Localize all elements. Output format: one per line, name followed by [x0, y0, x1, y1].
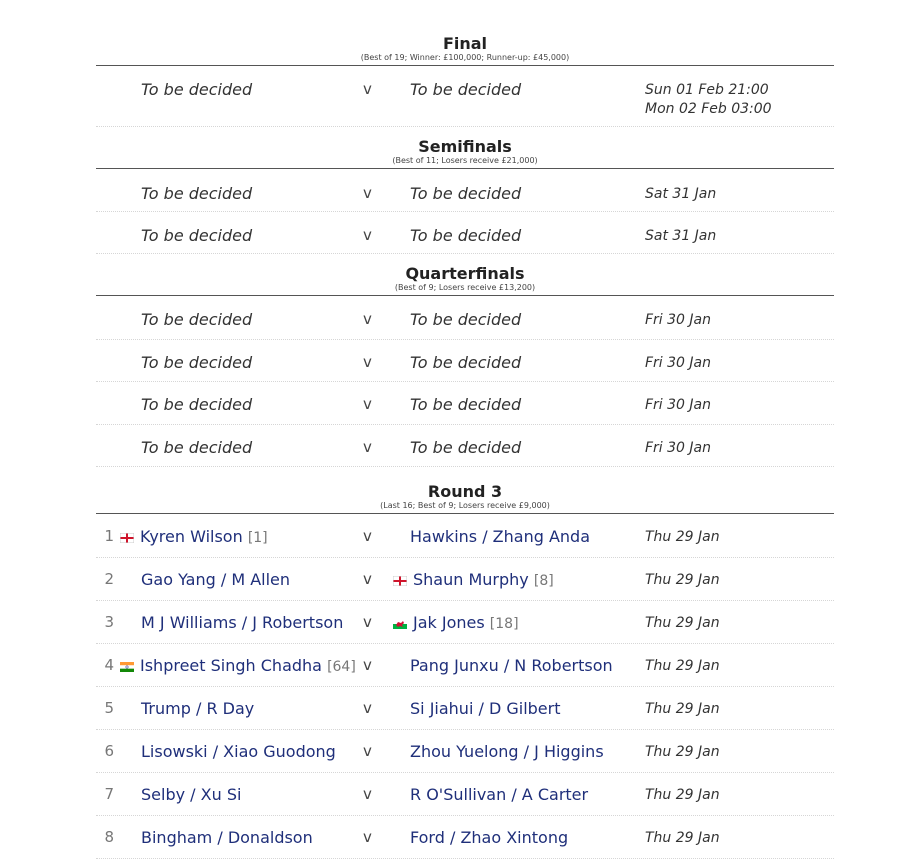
match-time: Thu 29 Jan [645, 744, 720, 760]
match-schedule [645, 571, 720, 590]
versus-label: v [363, 437, 372, 456]
player-2-name: To be decided [410, 184, 522, 203]
player-2-name[interactable]: Si Jiahui / D Gilbert [410, 699, 561, 718]
match-row[interactable] [96, 297, 834, 340]
player-2[interactable] [410, 656, 613, 675]
player-1[interactable] [141, 226, 252, 245]
match-number: 6 [104, 742, 114, 760]
player-1-name[interactable]: Lisowski / Xiao Guodong [141, 742, 336, 761]
player-1[interactable] [120, 656, 356, 675]
versus-label: v [363, 570, 372, 588]
versus-label: v [363, 828, 372, 846]
versus-label: v [363, 184, 372, 202]
match-time: Thu 29 Jan [645, 658, 720, 674]
match-time: Thu 29 Jan [645, 701, 720, 717]
section-header [96, 127, 834, 170]
player-1[interactable] [141, 80, 252, 99]
section-header [96, 254, 834, 297]
match-schedule [645, 81, 772, 119]
section-subtitle: (Best of 9; Losers receive £13,200) [394, 283, 536, 292]
versus-label: v [363, 226, 372, 244]
match-time: Thu 29 Jan [645, 529, 720, 545]
player-2[interactable] [410, 527, 590, 546]
versus-label: v [363, 742, 372, 760]
match-number: 4 [104, 656, 114, 674]
match-schedule [645, 786, 720, 805]
player-2-name[interactable]: Hawkins / Zhang Anda [410, 527, 591, 546]
england-flag-icon [120, 533, 134, 543]
player-2-seed: [18] [489, 616, 519, 632]
player-2-name[interactable]: Zhou Yuelong / J Higgins [410, 742, 604, 761]
player-2[interactable] [410, 438, 521, 457]
versus-label: v [363, 527, 372, 545]
player-2-name: To be decided [410, 80, 522, 99]
match-schedule [645, 439, 711, 458]
match-row[interactable] [96, 340, 834, 383]
player-1-seed: [1] [247, 530, 268, 546]
player-2-name[interactable]: Pang Junxu / N Robertson [410, 656, 613, 675]
section-divider [96, 168, 834, 169]
india-flag-icon [120, 662, 134, 672]
match-row[interactable] [96, 644, 834, 687]
match-schedule [645, 743, 720, 762]
match-row[interactable] [96, 730, 834, 773]
player-1-name: To be decided [141, 184, 253, 203]
player-1[interactable] [120, 527, 268, 546]
player-1-name: To be decided [141, 80, 253, 99]
player-1[interactable] [141, 310, 252, 329]
match-number: 1 [104, 527, 114, 545]
player-2[interactable] [410, 226, 521, 245]
player-2[interactable] [410, 353, 521, 372]
player-1-name[interactable]: Kyren Wilson [140, 527, 243, 546]
match-schedule [645, 829, 720, 848]
match-row[interactable] [96, 212, 834, 254]
match-number: 2 [104, 570, 114, 588]
draw-container [96, 28, 834, 859]
player-2-name[interactable]: Ford / Zhao Xintong [410, 828, 569, 847]
player-1-name[interactable]: Selby / Xu Si [141, 785, 242, 804]
match-time: Thu 29 Jan [645, 572, 720, 588]
match-time: Fri 30 Jan [645, 354, 711, 371]
match-time: Thu 29 Jan [645, 787, 720, 803]
player-2[interactable] [410, 699, 561, 718]
player-2-name[interactable]: Shaun Murphy [413, 570, 529, 589]
player-1-name[interactable]: Bingham / Donaldson [141, 828, 313, 847]
match-row[interactable] [96, 816, 834, 859]
versus-label: v [363, 699, 372, 717]
player-1-name[interactable]: M J Williams / J Robertson [141, 613, 344, 632]
section-quarterfinals [96, 254, 834, 467]
match-schedule [645, 185, 716, 204]
player-2[interactable] [410, 184, 521, 203]
section-title: Quarterfinals [405, 264, 525, 283]
match-schedule [645, 354, 711, 373]
versus-label: v [363, 310, 372, 328]
player-1-name[interactable]: Ishpreet Singh Chadha [140, 656, 322, 675]
player-1-name[interactable]: Trump / R Day [141, 699, 255, 718]
player-1[interactable] [141, 699, 254, 718]
player-2[interactable] [410, 785, 588, 804]
section-title: Final [442, 34, 488, 53]
section-header [96, 467, 834, 515]
player-1-name: To be decided [141, 437, 253, 457]
match-row[interactable] [96, 515, 834, 558]
section-title: Semifinals [418, 137, 512, 156]
player-2-name[interactable]: Jak Jones [413, 613, 485, 632]
versus-label: v [363, 613, 372, 631]
section-header [96, 28, 834, 67]
match-schedule [645, 227, 716, 246]
england-flag-icon [393, 576, 407, 586]
match-time: Fri 30 Jan [645, 312, 711, 328]
player-1[interactable] [141, 742, 336, 761]
match-row[interactable] [96, 773, 834, 816]
match-time: Fri 30 Jan [645, 397, 711, 413]
match-time: Sat 31 Jan [645, 186, 717, 202]
section-final [96, 28, 834, 127]
versus-label: v [363, 395, 372, 413]
player-1[interactable] [141, 438, 252, 457]
match-number: 7 [104, 785, 114, 803]
wales-flag-icon [393, 619, 407, 629]
match-time: Sun 01 Feb 21:00 [645, 82, 769, 98]
player-1-name: To be decided [141, 226, 253, 245]
player-2-name: To be decided [410, 352, 522, 372]
player-2[interactable] [410, 80, 521, 99]
player-1[interactable] [141, 395, 252, 414]
match-time: Sat 31 Jan [645, 228, 717, 244]
player-1[interactable] [141, 570, 290, 589]
player-1[interactable] [141, 613, 343, 632]
player-2-name: To be decided [410, 226, 522, 245]
versus-label: v [363, 352, 372, 371]
match-schedule [645, 700, 720, 719]
section-divider [96, 65, 834, 66]
versus-label: v [363, 80, 372, 98]
match-row[interactable] [96, 67, 834, 127]
match-time-alt: Mon 02 Feb 03:00 [645, 101, 772, 117]
player-1-name[interactable]: Gao Yang / M Allen [141, 570, 291, 589]
player-2-name: To be decided [410, 437, 522, 457]
match-row[interactable] [96, 425, 834, 468]
section-subtitle: (Best of 11; Losers receive £21,000) [392, 156, 538, 165]
match-schedule [645, 528, 720, 547]
section-title: Round 3 [427, 482, 503, 501]
versus-label: v [363, 656, 372, 674]
match-time: Thu 29 Jan [645, 830, 720, 846]
match-row[interactable] [96, 170, 834, 212]
player-1[interactable] [141, 353, 252, 372]
section-subtitle: (Last 16; Best of 9; Losers receive £9,000) [380, 501, 550, 510]
player-2[interactable] [410, 828, 568, 847]
match-number: 3 [104, 613, 114, 631]
player-1-name: To be decided [141, 395, 253, 414]
player-1-name: To be decided [141, 352, 253, 372]
player-2-name: To be decided [410, 310, 522, 329]
match-row[interactable] [96, 382, 834, 425]
player-2[interactable] [410, 742, 604, 761]
player-1-name: To be decided [141, 310, 253, 329]
player-2-seed: [8] [533, 573, 554, 589]
section-round-3 [96, 467, 834, 859]
section-divider [96, 295, 834, 296]
player-2[interactable] [410, 310, 521, 329]
player-1[interactable] [141, 785, 241, 804]
match-time: Fri 30 Jan [645, 439, 711, 456]
player-2[interactable] [410, 395, 521, 414]
player-1-seed: [64] [327, 659, 356, 675]
match-schedule [645, 657, 720, 676]
section-divider [96, 513, 834, 514]
match-schedule [645, 614, 720, 633]
player-2-name[interactable]: R O'Sullivan / A Carter [410, 785, 589, 804]
versus-label: v [363, 785, 372, 803]
match-schedule [645, 311, 711, 330]
section-semifinals [96, 127, 834, 254]
match-schedule [645, 396, 711, 415]
match-row[interactable] [96, 601, 834, 644]
match-row[interactable] [96, 558, 834, 601]
player-1[interactable] [141, 184, 252, 203]
match-time: Thu 29 Jan [645, 615, 720, 631]
match-row[interactable] [96, 687, 834, 730]
player-1[interactable] [141, 828, 313, 847]
section-subtitle: (Best of 19; Winner: £100,000; Runner-up: £45,000) [360, 53, 570, 62]
match-number: 8 [104, 828, 114, 846]
player-2[interactable] [393, 570, 554, 589]
match-number: 5 [104, 699, 114, 717]
player-2[interactable] [393, 613, 519, 632]
player-2-name: To be decided [410, 395, 522, 414]
